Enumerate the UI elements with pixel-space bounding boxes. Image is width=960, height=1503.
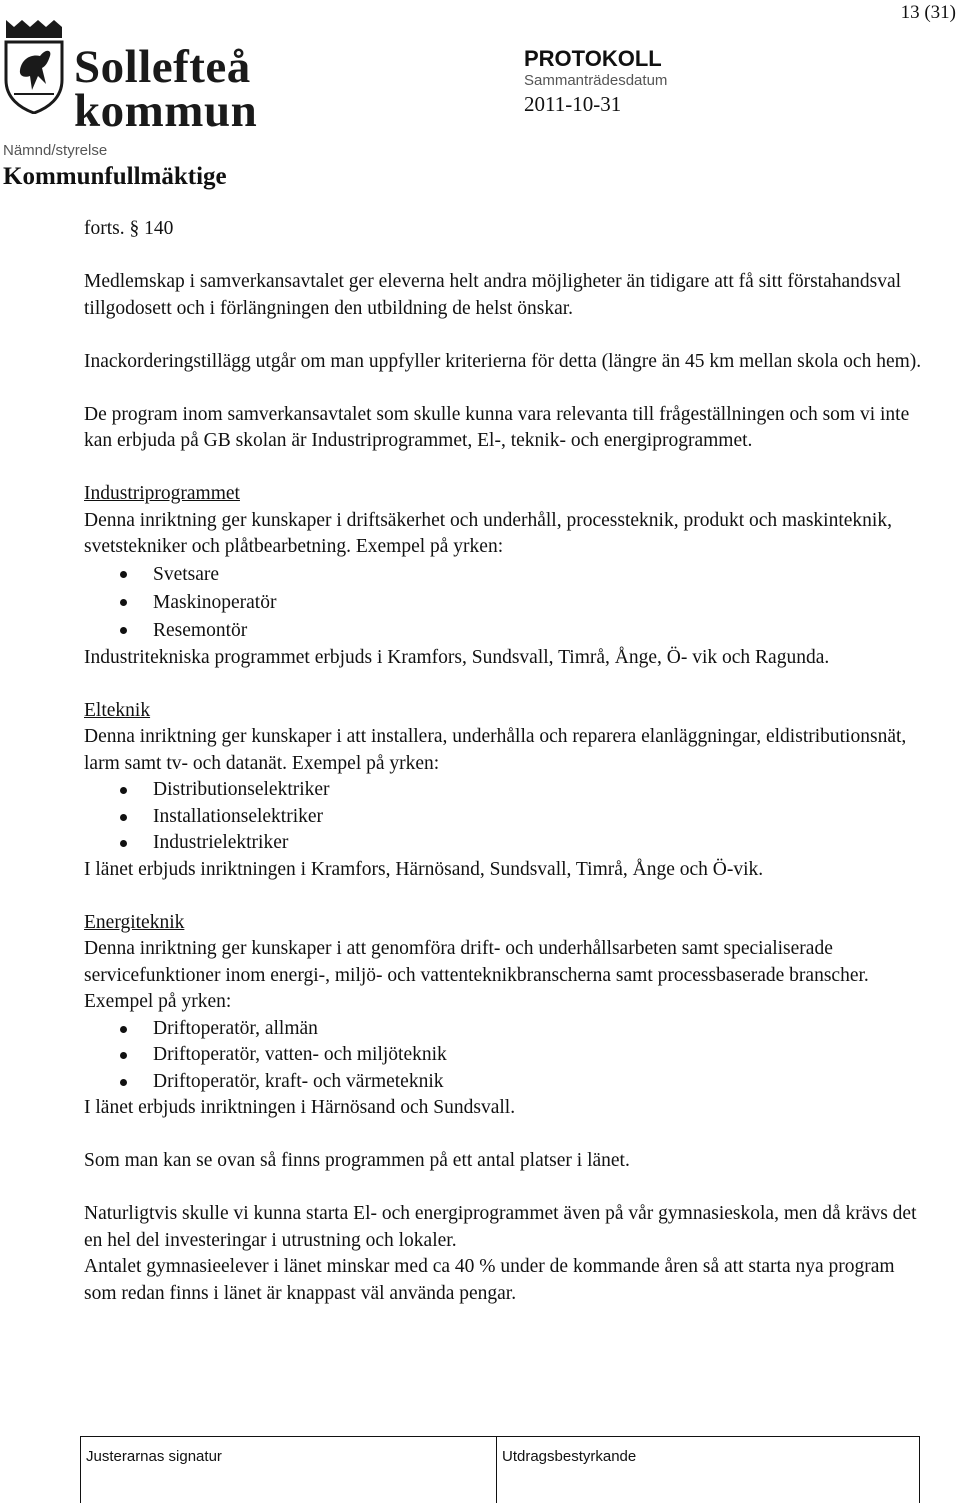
bullet-icon (120, 814, 127, 821)
list-item: Installationselektriker (84, 804, 924, 831)
paragraph: Industritekniska programmet erbjuds i Kramfors, Sundsvall, Timrå, Ånge, Ö- vik och Ragunda. (84, 646, 830, 668)
bullet-list (84, 777, 924, 857)
committee-name: Kommunfullmäktige (3, 163, 227, 190)
bullet-icon (120, 571, 127, 578)
section-continuation: forts. § 140 (84, 218, 174, 239)
list-item: Svetsare (84, 561, 924, 589)
bullet-icon (120, 627, 127, 634)
list-item: Industrielektriker (84, 830, 924, 857)
paragraph: Inackorderingstillägg utgår om man uppfyller kriterierna för detta (längre än 45 km mellan skola och hem). (84, 350, 922, 372)
logo-text-kommun: kommun (74, 85, 258, 137)
paragraph: Antalet gymnasieelever i länet minskar med ca 40 % under de kommande åren så att starta nya program som redan finns i länet är knappast väl använda pengar. (84, 1256, 895, 1304)
list-item: Distributionselektriker (84, 777, 924, 804)
committee-label: Nämnd/styrelse (3, 142, 108, 159)
bullet-icon (120, 1026, 127, 1033)
adjusters-signature-label: Justerarnas signatur (86, 1448, 222, 1465)
paragraph: I länet erbjuds inriktningen i Härnösand och Sundsvall. (84, 1097, 516, 1118)
extract-certification-label: Utdragsbestyrkande (502, 1448, 637, 1465)
bullet-icon (120, 1079, 127, 1086)
bullet-icon (120, 1052, 127, 1059)
signature-box-certification (496, 1437, 920, 1503)
meeting-date-label: Sammanträdesdatum (524, 72, 668, 89)
list-item: Driftoperatör, kraft- och värmeteknik (84, 1069, 924, 1096)
meeting-date: 2011-10-31 (524, 92, 622, 116)
list-item: Driftoperatör, allmän (84, 1016, 924, 1043)
section-heading-el: Elteknik (84, 699, 151, 721)
coat-of-arms-icon (2, 18, 66, 114)
section-heading-energi: Energiteknik (84, 911, 185, 933)
paragraph: Medlemskap i samverkansavtalet ger eleverna helt andra möjligheter än tidigare att få sitt förstahandsval tillgodosett och i förlängningen den utbildning de helst önskar. (84, 271, 902, 319)
section-heading-industri: Industriprogrammet (84, 483, 240, 504)
paragraph: De program inom samverkansavtalet som skulle kunna vara relevanta till frågeställningen och som vi inte kan erbjuda på GB skolan är Industriprogrammet, El-, teknik- och energiprogrammet. (84, 403, 910, 451)
logo-text-solleftea: Sollefteå (74, 41, 251, 93)
page-number: 13 (31) (900, 2, 956, 23)
paragraph: Denna inriktning ger kunskaper i driftsäkerhet och underhåll, processteknik, produkt och maskinteknik, svetstekniker och plåtbearbetning. Exempel på yrken: (84, 509, 892, 557)
list-item: Maskinoperatör (84, 589, 924, 617)
bullet-icon (120, 787, 127, 794)
paragraph: Som man kan se ovan så finns programmen på ett antal platser i länet. (84, 1150, 630, 1171)
signature-footer (80, 1436, 920, 1503)
paragraph: Denna inriktning ger kunskaper i att genomföra drift- och underhållsarbeten samt specialiserade servicefunktioner inom energi-, miljö- och vattenteknikbranscherna samt processbaserade branscher. Exempel på yrken: (84, 938, 869, 1012)
protocol-body (84, 216, 924, 1307)
bullet-icon (120, 599, 127, 606)
signature-box-adjusters (80, 1437, 497, 1503)
list-item: Resemontör (84, 617, 924, 645)
paragraph: I länet erbjuds inriktningen i Kramfors, Härnösand, Sundsvall, Timrå, Ånge och Ö-vik. (84, 858, 764, 880)
bullet-list (84, 1016, 924, 1096)
list-item: Driftoperatör, vatten- och miljöteknik (84, 1042, 924, 1069)
paragraph: Naturligtvis skulle vi kunna starta El- och energiprogrammet även på vår gymnasieskola, men då krävs det en hel del investeringar i utrustning och lokaler. (84, 1203, 917, 1251)
paragraph: Denna inriktning ger kunskaper i att installera, underhålla och reparera elanläggningar, eldistributionsnät, larm samt tv- och datanät. Exempel på yrken: (84, 726, 907, 774)
bullet-list (84, 561, 924, 645)
bullet-icon (120, 840, 127, 847)
municipality-logo (2, 18, 264, 137)
document-type: PROTOKOLL (524, 46, 662, 71)
